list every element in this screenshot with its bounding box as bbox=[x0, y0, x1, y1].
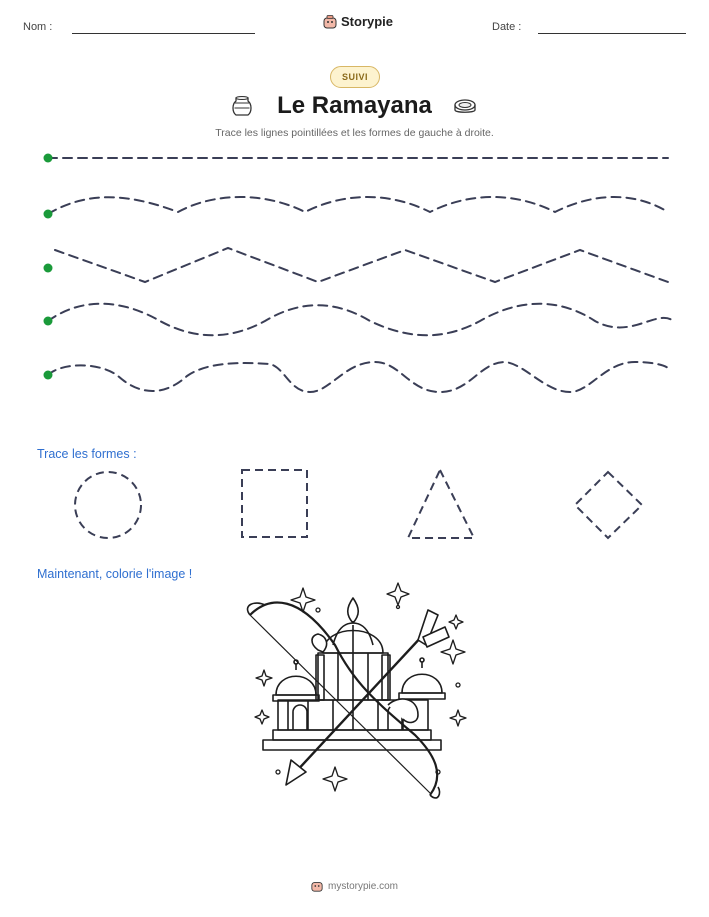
footer bbox=[0, 880, 709, 892]
start-dot bbox=[44, 371, 53, 380]
level-badge: SUIVI bbox=[330, 66, 380, 88]
bowl-icon bbox=[453, 96, 477, 123]
shape-square bbox=[242, 470, 307, 537]
trace-line-gentle-wave bbox=[48, 197, 668, 214]
trace-lines bbox=[0, 140, 709, 400]
date-field-line[interactable] bbox=[538, 33, 686, 34]
shape-triangle bbox=[408, 470, 474, 538]
coloring-heading: Maintenant, colorie l'image ! bbox=[37, 567, 193, 581]
page-title: Le Ramayana bbox=[277, 92, 432, 119]
brand-logo bbox=[323, 14, 393, 29]
start-dot bbox=[44, 210, 53, 219]
footer-url[interactable]: mystorypie.com bbox=[327, 880, 398, 892]
start-dot bbox=[44, 317, 53, 326]
coloring-illustration bbox=[238, 575, 470, 805]
name-field-line[interactable] bbox=[72, 33, 255, 34]
start-dot bbox=[44, 154, 53, 163]
trace-line-deep-wave bbox=[48, 362, 670, 392]
date-label: Date : bbox=[492, 21, 522, 33]
storypie-logo-icon bbox=[323, 15, 337, 29]
storypie-logo-icon bbox=[311, 880, 323, 892]
instructions: Trace les lignes pointillées et les formes de gauche à droite. bbox=[215, 127, 494, 139]
name-label: Nom : bbox=[23, 21, 53, 33]
shape-diamond bbox=[575, 472, 642, 538]
trace-line-zigzag bbox=[55, 248, 668, 282]
brand-name: Storypie bbox=[341, 14, 394, 29]
shape-circle bbox=[75, 472, 141, 538]
shapes-heading: Trace les formes : bbox=[37, 447, 137, 461]
trace-line-wave bbox=[48, 304, 672, 336]
start-dot bbox=[44, 264, 53, 273]
trace-shapes bbox=[0, 460, 709, 550]
